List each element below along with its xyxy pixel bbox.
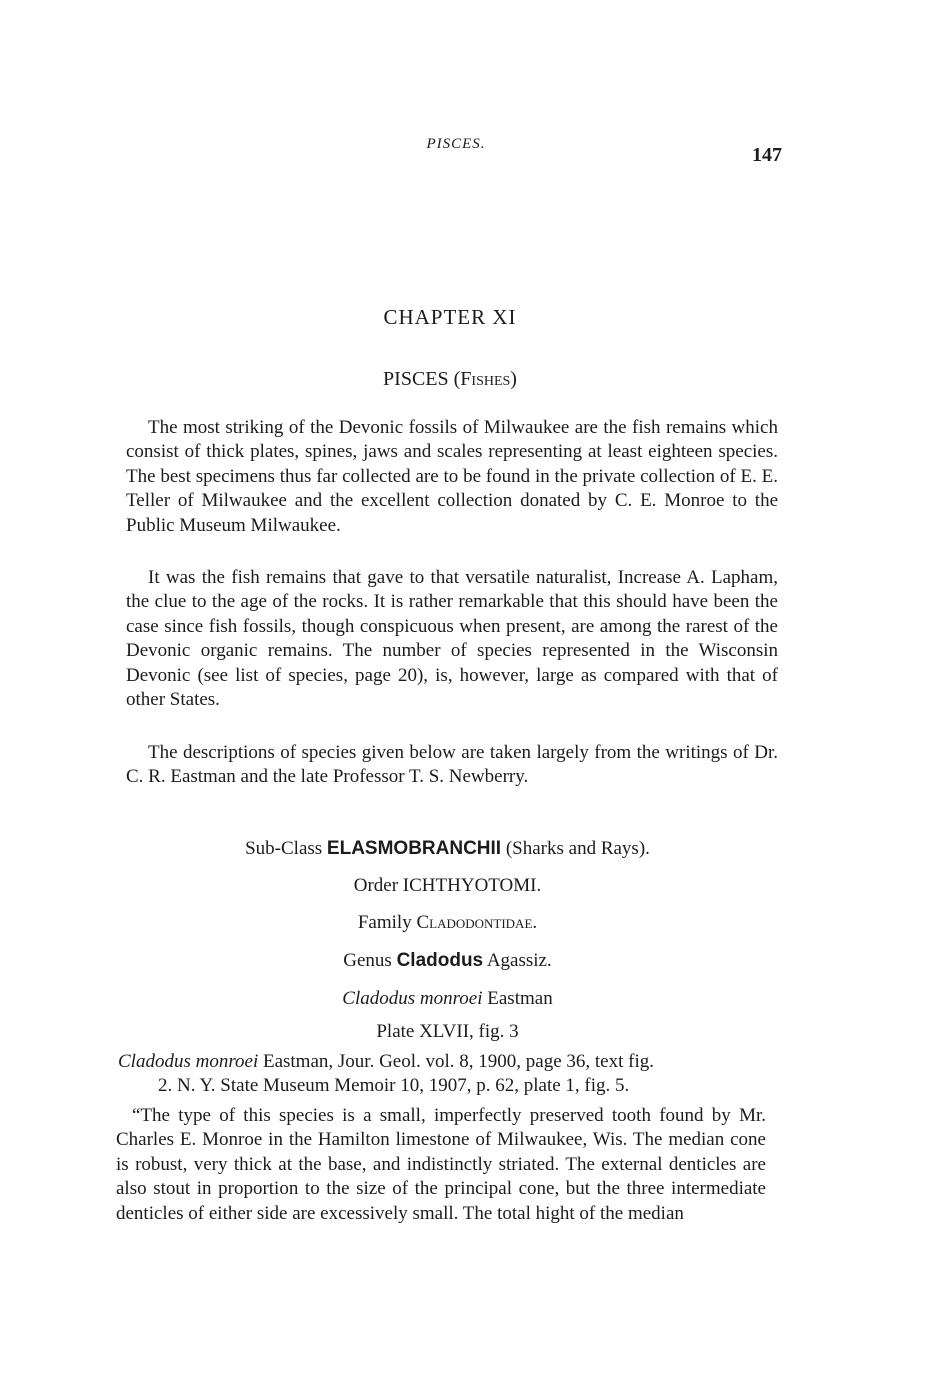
chapter-number: CHAPTER XI <box>383 305 517 329</box>
genus-prefix: Genus <box>343 950 392 971</box>
paragraph: It was the fish remains that gave to that versatile naturalist, Increase A. Lapham, the clue to the age of the rocks. It is rather remarkable that this should have been the case since fish fossils, though conspicuous when present, are among the rarest of the Devonic organic remains. The number of species represented in the Wisconsin Devonic (see list of species, page 20), is, however, large as compared with that of other States. <box>126 567 778 711</box>
genus-heading <box>0 950 895 972</box>
paragraph: The descriptions of species given below are taken largely from the writings of Dr. C. R. Eastman and the late Professor T. S. Newberry. <box>126 742 778 788</box>
subclass-name: ELASMOBRANCHII <box>326 838 502 859</box>
page-number: 147 <box>752 144 782 166</box>
family-prefix: Family <box>357 912 412 933</box>
species-author: Eastman <box>487 988 553 1009</box>
species-heading <box>0 988 895 1010</box>
order-heading: Order ICHTHYOTOMI. <box>353 875 542 896</box>
paragraph-lapham <box>126 566 778 712</box>
synonymy-citation <box>118 1050 770 1099</box>
chapter-title-main: PISCES <box>383 368 449 390</box>
family-heading <box>0 912 895 934</box>
running-head: PISCES. <box>426 136 486 152</box>
citation-species: Cladodus monroei <box>118 1051 259 1072</box>
citation-line-2: 2. N. Y. State Museum Memoir 10, 1907, p. 62, plate 1, fig. 5. <box>158 1075 630 1097</box>
chapter-title-sub: (Fishes) <box>453 368 517 390</box>
genus-author: Agassiz. <box>486 950 552 971</box>
species-name: Cladodus monroei <box>342 988 483 1009</box>
description-paragraph: “The type of this species is a small, imperfectly preserved tooth found by Mr. Charles E. Monroe in the Hamilton limestone of Milwaukee, Wis. The median cone is robust, very thick at the base, and indistinctly striated. The external denticles are also stout in proportion to the size of the principal cone, but the three intermediate denticles of either side are excessively small. The total hight of the median <box>116 1105 766 1224</box>
paragraph-sources <box>126 741 778 790</box>
subclass-common: (Sharks and Rays). <box>505 838 650 859</box>
family-name: Cladodontidae. <box>416 912 538 933</box>
subclass-prefix: Sub-Class <box>245 838 323 859</box>
paragraph-intro <box>126 416 778 538</box>
chapter-title <box>0 368 900 391</box>
citation-rest: Eastman, Jour. Geol. vol. 8, 1900, page 36, text fig. <box>262 1051 654 1072</box>
subclass-heading <box>0 838 895 860</box>
species-description <box>116 1104 766 1226</box>
genus-name: Cladodus <box>396 950 484 971</box>
plate-reference: Plate XLVII, fig. 3 <box>376 1021 519 1042</box>
citation-line-1 <box>118 1050 770 1074</box>
paragraph: The most striking of the Devonic fossils of Milwaukee are the fish remains which consist of thick plates, spines, jaws and scales representing at least eighteen species. The best specimens thus far collected are to be found in the private collection of E. E. Teller of Milwaukee and the excellent collection donated by C. E. Monroe to the Public Museum Milwaukee. <box>126 417 778 536</box>
